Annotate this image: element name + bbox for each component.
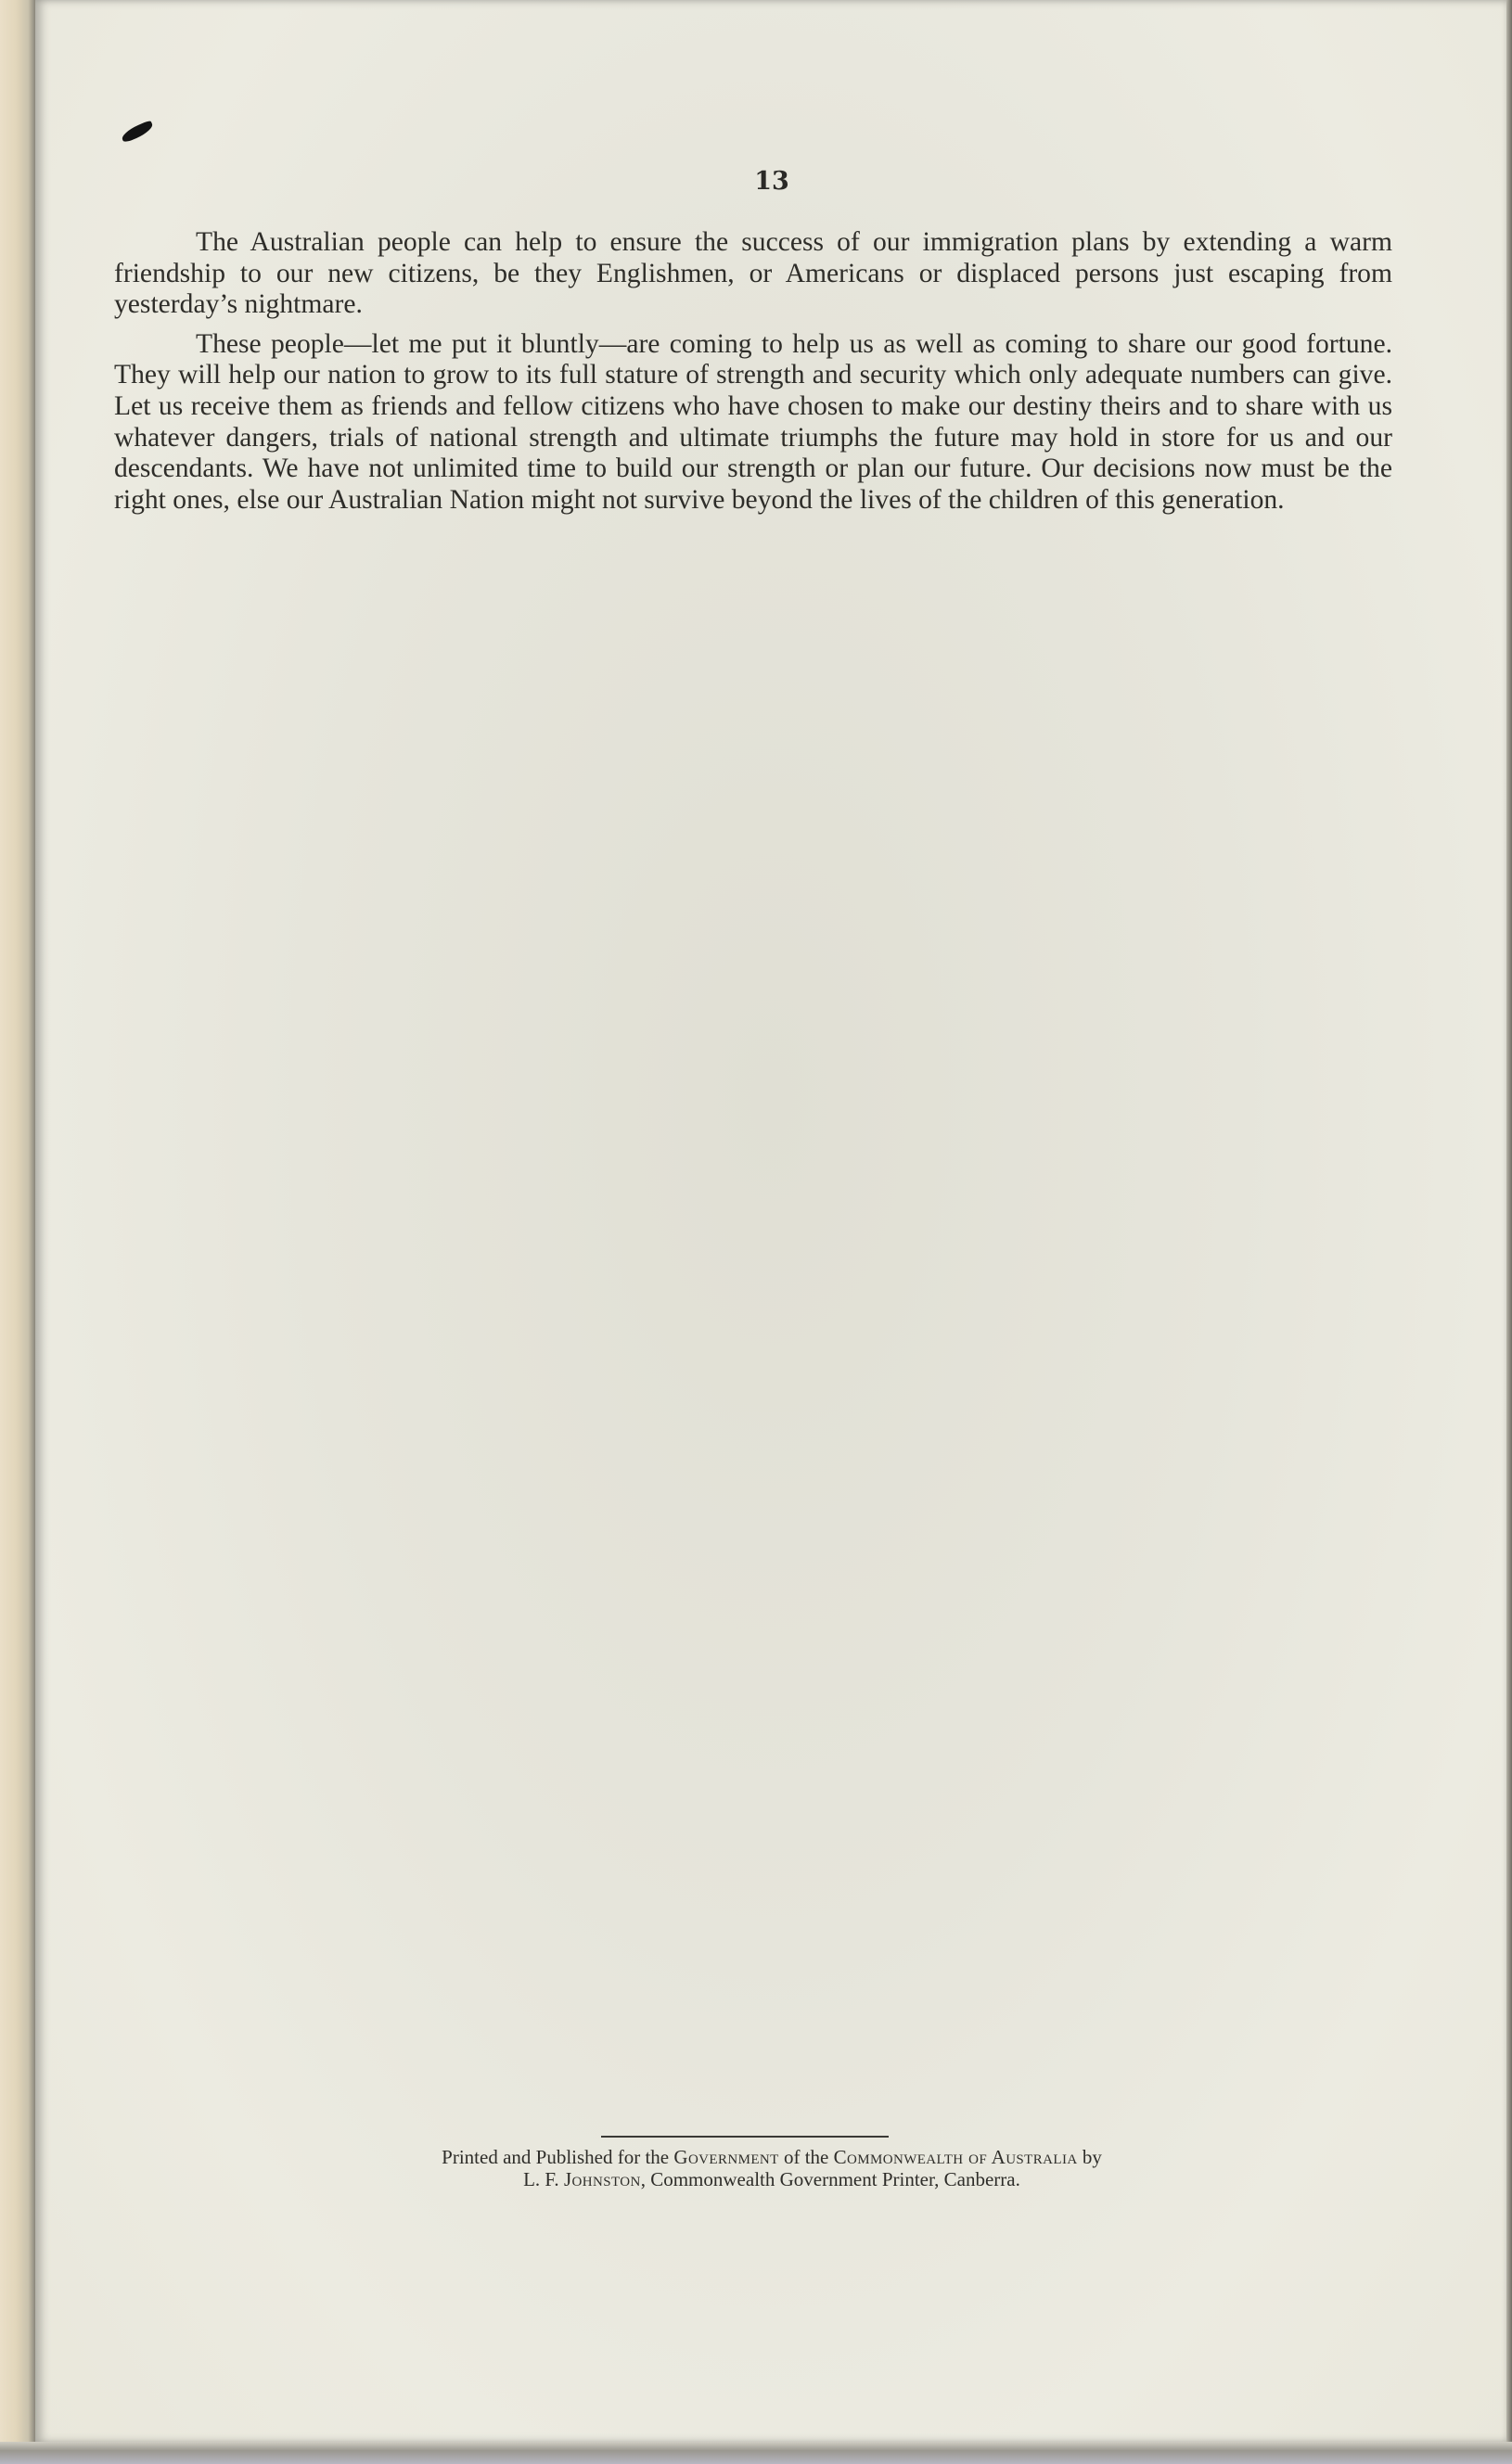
imprint-commonwealth: Commonwealth of Australia [833,2146,1078,2168]
ink-mark [120,120,155,144]
page-number: 13 [754,167,789,196]
imprint-line-2 [35,2168,1508,2190]
imprint-line-1 [35,2146,1508,2168]
imprint-text: by [1077,2146,1102,2168]
binding-edge [0,0,35,2464]
imprint-rule [601,2136,889,2138]
paragraph-1: The Australian people can help to ensure the success of our immigration plans by extending a warm friendship to our new citizens, be they Englishmen, or Americans or displaced persons just escaping from yesterday’s nightmare. [114,227,1392,320]
imprint-text: of the [778,2146,834,2168]
imprint-initials: L. F. [523,2168,564,2190]
imprint-text: Printed and Published for the [442,2146,674,2168]
paper-sheet [35,0,1508,2443]
scanner-bottom-strip [0,2442,1512,2464]
page-edge-right [1506,0,1512,2464]
paragraph-2: These people—let me put it bluntly—are coming to help us as well as coming to share our good fortune. They will help our nation to grow to its full stature of strength and security which only adequate numbers can give. Let us receive them as friends and fellow citizens who have chosen to make our destiny theirs and to share with us whatever dangers, trials of national strength and ultimate triumphs the future may hold in store for us and our descendants. We have not unlimited time to build our strength or plan our future. Our decisions now must be the right ones, else our Australian Nation might not survive beyond the lives of the children of this generation. [114,328,1392,515]
imprint-text: , Commonwealth Government Printer, Canberra. [640,2168,1020,2190]
printer-imprint [35,2146,1508,2190]
imprint-printer-name: Johnston [563,2168,641,2190]
imprint-government: Government [673,2146,779,2168]
body-text [114,227,1392,524]
